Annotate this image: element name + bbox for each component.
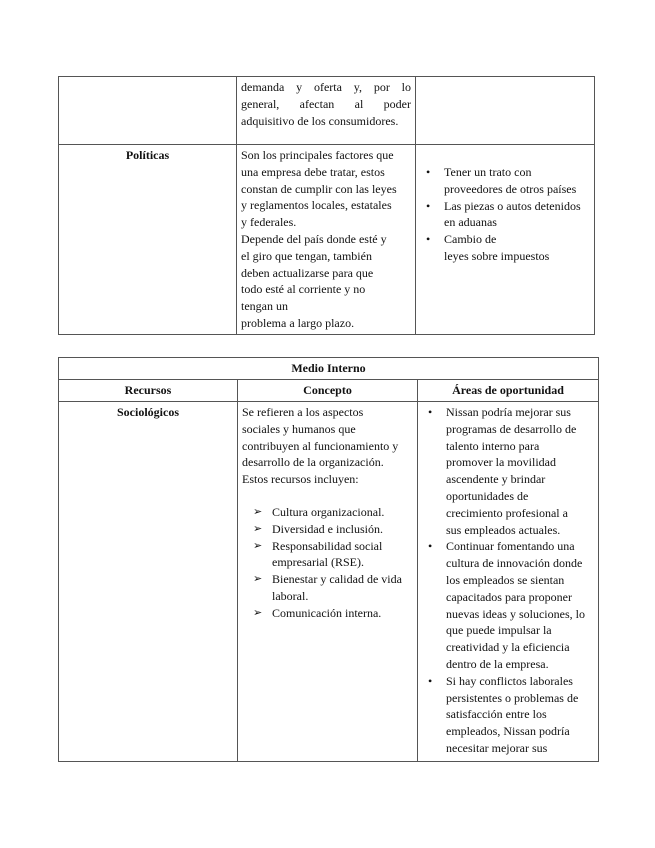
table-row [59,145,595,335]
list-item-text: nuevas ideas y soluciones, lo [446,606,585,621]
concept-line: tengan un [241,299,288,314]
concept-line: sociales y humanos que [242,421,356,436]
concept-line: Estos recursos incluyen: [242,472,359,487]
list-item-text: talento interno para [446,438,540,453]
list-item [242,521,413,538]
concept-cell [237,77,416,145]
list-item [422,404,594,538]
table-title: Medio Interno [59,358,599,380]
list-item-text: empresarial (RSE). [272,555,364,570]
list-item-text: empleados, Nissan podría [446,724,570,739]
concept-line: deben actualizarse para que [241,265,374,280]
concept-line: todo esté al corriente y no [241,282,366,297]
concept-line: contribuyen al funcionamiento y [242,438,399,453]
opportunity-list [420,164,590,265]
list-item [420,198,590,232]
table-title-row [59,358,599,380]
table-row [59,402,599,762]
list-item-text: programas de desarrollo de [446,421,577,436]
concept-line: Son los principales factores que [241,148,394,162]
list-item-text: sus empleados actuales. [446,522,561,537]
column-header-concept: Concepto [238,380,418,402]
list-item [242,504,413,521]
list-item [422,538,594,672]
list-item-text: • Continuar fomentando una [446,539,575,554]
list-item [422,673,594,757]
list-item-text: crecimiento profesional a [446,505,568,520]
resource-items-list [242,504,413,622]
list-item [420,231,590,265]
opportunity-cell [416,77,595,145]
concept-line: una empresa debe tratar, estos [241,164,385,179]
list-item-text: en aduanas [444,215,497,230]
list-item-text: promover la movilidad [446,455,556,470]
list-item-text: capacitados para proponer [446,589,572,604]
concept-line: Depende del país donde esté y [241,231,387,246]
list-item-text: ➢ Diversidad e inclusión. [272,521,383,536]
concept-line: desarrollo de la organización. [242,455,384,470]
list-item-text: ➢ Cultura organizacional. [272,504,385,519]
list-item-text: leyes sobre impuestos [444,248,550,263]
table-header-row [59,380,599,402]
concept-line: adquisitivo de los consumidores. [241,113,399,128]
concept-line: el giro que tengan, también [241,248,372,263]
concept-line: demanda y oferta y, por lo [241,80,411,94]
list-item-text: los empleados se sientan [446,572,565,587]
column-header-opportunities: Áreas de oportunidad [418,380,599,402]
factor-label: Políticas [59,145,237,335]
list-item-text: satisfacción entre los [446,707,547,722]
list-item-text: ➢ Bienestar y calidad de vida [272,572,402,587]
list-item-text: ➢ Comunicación interna. [272,605,382,620]
list-item-text: persistentes o problemas de [446,690,579,705]
list-item-text: • Las piezas o autos detenidos [444,198,581,213]
factor-cell [59,77,237,145]
list-item-text: proveedores de otros países [444,181,577,196]
list-item-text: • Nissan podría mejorar sus [446,405,571,419]
list-item [242,571,413,605]
list-item [242,538,413,572]
resource-label: Sociológicos [59,402,238,762]
concept-line: general, afectan al poder [241,96,411,111]
opportunity-list [422,404,594,757]
list-item-text: cultura de innovación donde [446,556,583,571]
concept-cell [237,145,416,335]
concept-line: constan de cumplir con las leyes [241,181,397,196]
internal-environment-table [58,357,599,762]
list-item-text: • Cambio de [444,232,497,247]
table-row [59,77,595,145]
list-item-text: dentro de la empresa. [446,656,549,671]
list-item-text: ➢ Responsabilidad social [272,538,383,553]
spacer [242,488,413,504]
concept-line: problema a largo plazo. [241,315,355,330]
list-item-text: oportunidades de [446,488,529,503]
concept-line: y federales. [241,215,297,230]
opportunity-cell [416,145,595,335]
list-item-text: que puede impulsar la [446,623,552,638]
list-item-text: ascendente y brindar [446,472,546,487]
list-item-text: • Tener un trato con [444,165,532,179]
column-header-resources: Recursos [59,380,238,402]
list-item [420,164,590,198]
external-factors-table [58,76,595,335]
opportunity-cell [418,402,599,762]
concept-line: y reglamentos locales, estatales [241,198,392,213]
list-item-text: necesitar mejorar sus [446,740,548,755]
concept-cell [238,402,418,762]
list-item-text: creatividad y la eficiencia [446,640,570,655]
list-item [242,605,413,622]
list-item-text: laboral. [272,588,309,603]
list-item-text: • Si hay conflictos laborales [446,673,573,688]
concept-line: Se refieren a los aspectos [242,405,364,419]
